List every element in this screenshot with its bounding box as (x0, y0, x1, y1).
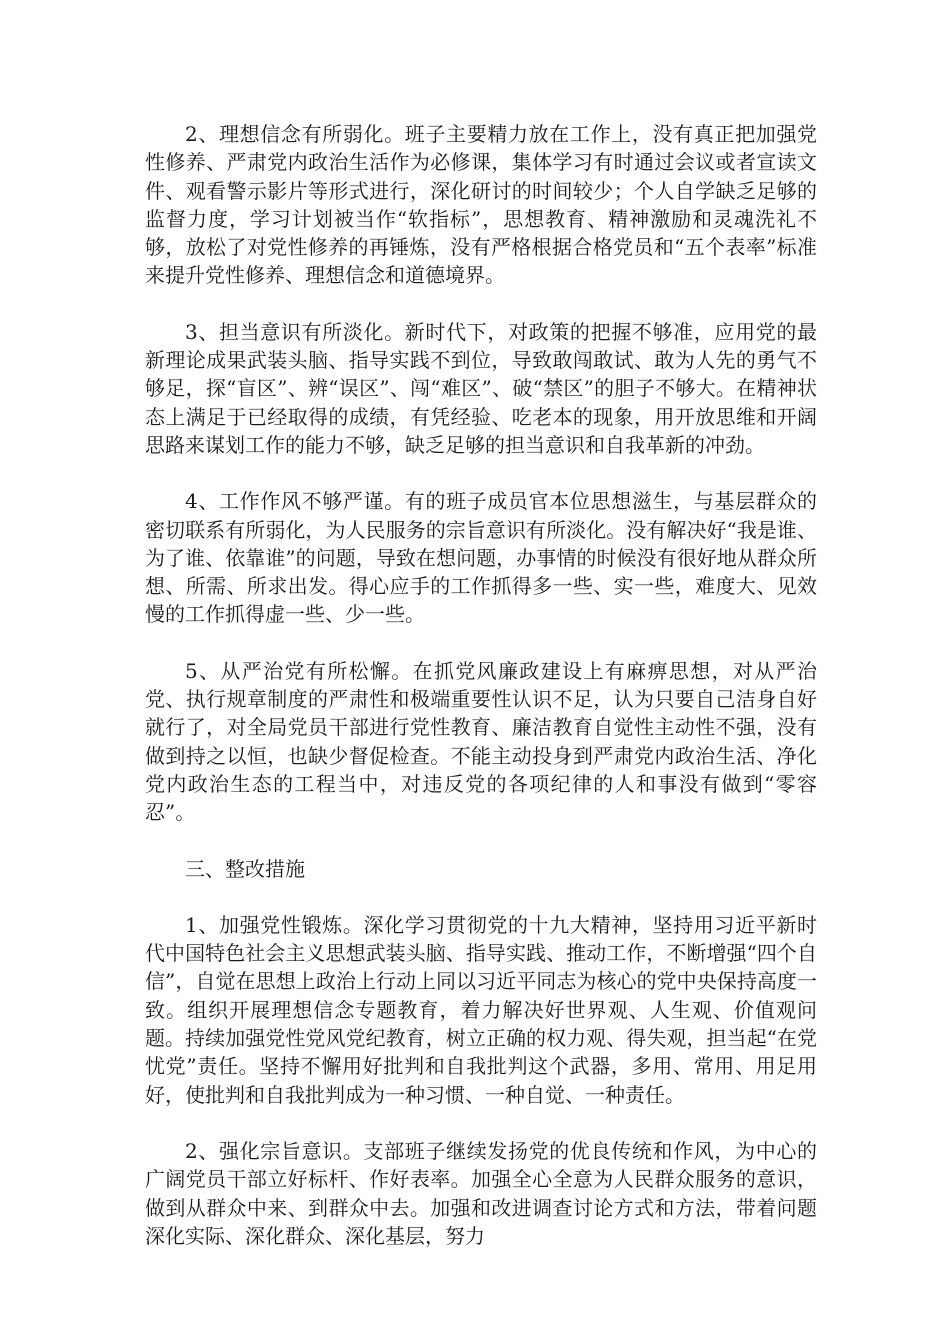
paragraph-purpose-awareness: 2、强化宗旨意识。支部班子继续发扬党的优良传统和作风，为中心的广阔党员干部立好标杆、作好表率。加强全心全意为人民群众服务的意识，做到从群众中来、到群众中去。加强和改进调查讨论方式和方法，带着问题深化实际、深化群众、深化基层，努力 (145, 1138, 817, 1248)
paragraph-ideals-weakened: 2、理想信念有所弱化。班子主要精力放在工作上，没有真正把加强党性修养、严肃党内政治生活作为必修课，集体学习有时通过会议或者宣读文件、观看警示影片等形式进行，深化研讨的时间较少；个人自学缺乏足够的监督力度，学习计划被当作“软指标”，思想教育、精神激励和灵魂洗礼不够，放松了对党性修养的再锤炼，没有严格根据合格党员和“五个表率”标准来提升党性修养、理想信念和道德境界。 (145, 122, 817, 288)
paragraph-work-style: 4、工作作风不够严谨。有的班子成员官本位思想滋生，与基层群众的密切联系有所弱化，为人民服务的宗旨意识有所淡化。没有解决好“我是谁、为了谁、依靠谁”的问题，导致在想问题，办事情的时候没有很好地从群众所想、所需、所求出发。得心应手的工作抓得多一些、实一些，难度大、见效慢的工作抓得虚一些、少一些。 (145, 489, 817, 627)
section-heading: 三、整改措施 (185, 856, 305, 881)
document-body (145, 120, 817, 1278)
paragraph-responsibility-faded: 3、担当意识有所淡化。新时代下，对政策的把握不够准，应用党的最新理论成果武装头脑、指导实践不到位，导致敢闯敢试、敢为人先的勇气不够足，探“盲区”、辨“误区”、闯“难区”、破“禁区”的胆子不够大。在精神状态上满足于已经取得的成绩，有凭经验、吃老本的现象，用开放思维和开阔思路来谋划工作的能力不够，缺乏足够的担当意识和自我革新的冲劲。 (145, 319, 817, 457)
paragraph-strict-governance: 5、从严治党有所松懈。在抓党风廉政建设上有麻痹思想，对从严治党、执行规章制度的严肃性和极端重要性认识不足，认为只要自己洁身自好就行了，对全局党员干部进行党性教育、廉洁教育自觉性主动性不强，没有做到持之以恒，也缺少督促检查。不能主动投身到严肃党内政治生活、净化党内政治生态的工程当中，对违反党的各项纪律的人和事没有做到“零容忍”。 (145, 658, 817, 825)
paragraph-party-training: 1、加强党性锻炼。深化学习贯彻党的十九大精神，坚持用习近平新时代中国特色社会主义思想武装头脑、指导实践、推动工作，不断增强“四个自信”，自觉在思想上政治上行动上同以习近平同志为核心的党中央保持高度一致。组织开展理想信念专题教育，着力解决好世界观、人生观、价值观问题。持续加强党性党风党纪教育，树立正确的权力观、得失观，担当起“在党忧党”责任。坚持不懈用好批判和自我批判这个武器，多用、常用、用足用好，使批判和自我批判成为一种习惯、一种自觉、一种责任。 (145, 912, 817, 1107)
